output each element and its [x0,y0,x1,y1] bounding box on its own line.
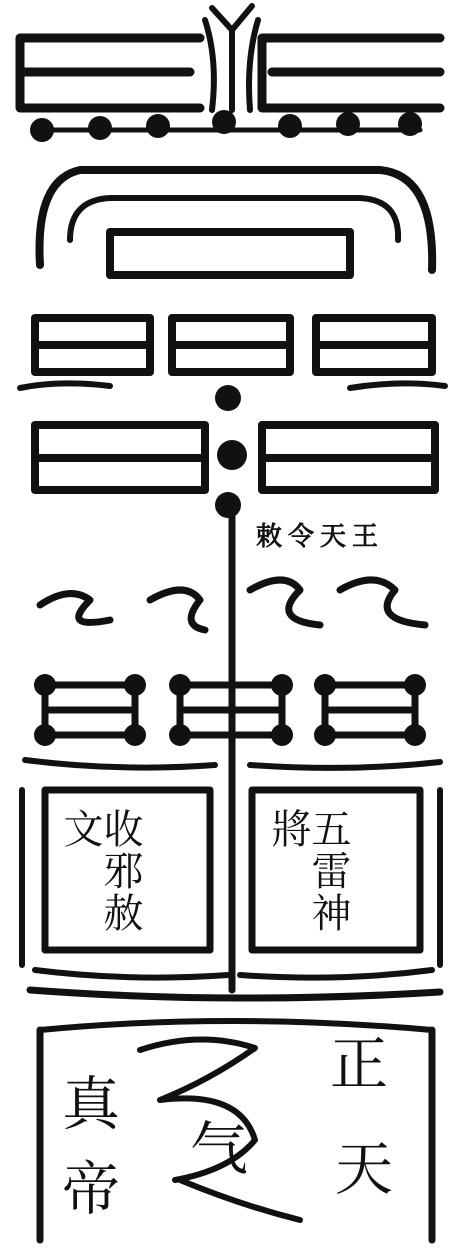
dotted-box-row [34,674,426,746]
base-glyph-5: 帝 [62,1155,121,1223]
band-text-right: 敕令天王 [256,522,385,552]
panel-right-text: 五雷神將 [265,808,351,934]
roof-glyph [40,170,433,275]
panel-left-text: 收邪赦文 [57,808,143,934]
top-prong-mark [212,6,252,30]
triple-sun-row [20,318,445,388]
top-dot-chain [30,110,422,142]
base-glyph-1: 正 [330,1030,389,1098]
base-glyph-3: 气 [190,1115,249,1183]
base-glyph-4: 真 [62,1070,121,1138]
base-glyph-2: 天 [335,1135,394,1203]
